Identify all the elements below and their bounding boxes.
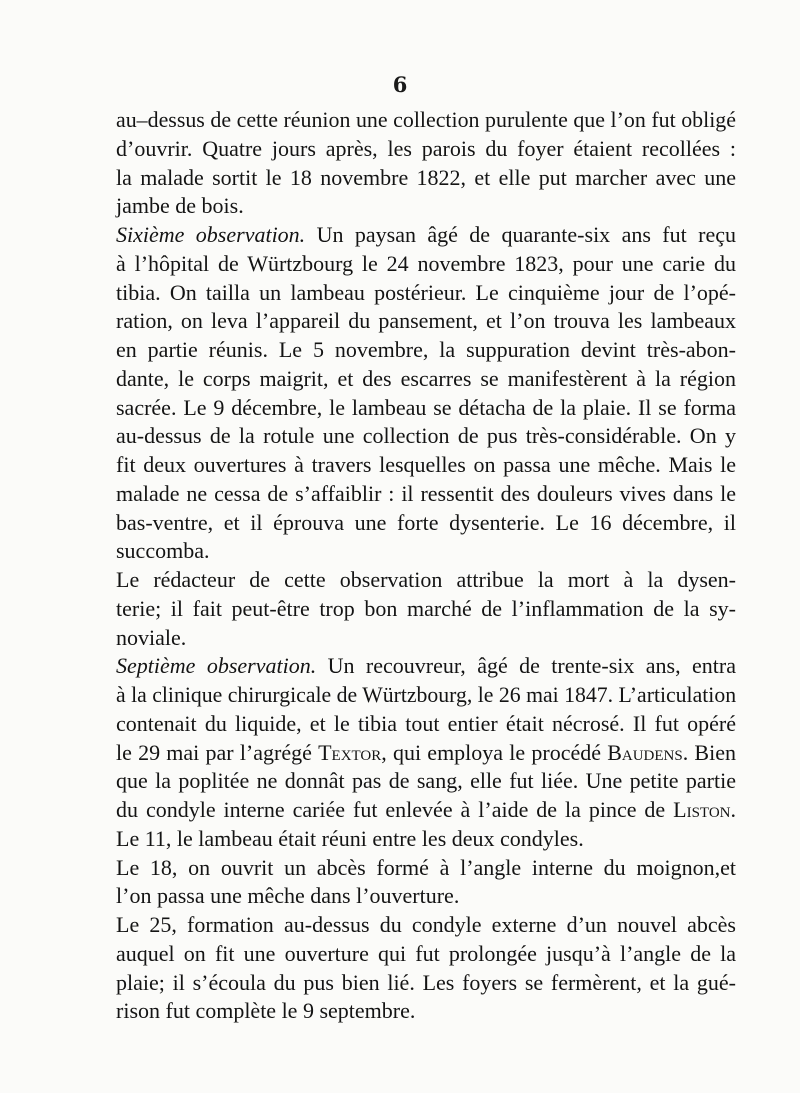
text-line [116, 652, 736, 681]
text-run: Le 11, le lambeau était réuni entre les deux condyles. [116, 825, 584, 851]
text-line [116, 221, 736, 250]
text-run: ration, on leva l’appareil du pansement, et l’on trouva les lambeaux [116, 308, 736, 334]
text-run: rison fut complète le 9 septembre. [116, 998, 416, 1024]
text-run: dante, le corps maigrit, et des escarres se manifestèrent à la région [116, 365, 736, 391]
text-line [116, 422, 736, 451]
text-line [116, 739, 736, 768]
text-line [116, 537, 736, 566]
text-run: à l’hôpital de Würtzbourg le 24 novembre 1823, pour une carie du [116, 250, 736, 276]
text-run: , qui employa le procédé [381, 739, 608, 765]
text-run: . Bien [682, 739, 736, 765]
text-run: du condyle interne cariée fut enlevée à l’aide de la pince de [116, 797, 674, 822]
page-number: 6 [392, 72, 408, 97]
text-line [116, 825, 736, 854]
text-line [116, 911, 736, 940]
text-run: Le 25, formation au-dessus du condyle externe d’un nouvel abcès [116, 912, 736, 937]
text-line [116, 307, 736, 336]
text-line [116, 595, 736, 624]
text-run: contenait du liquide, et le tibia tout entier était nécrosé. Il fut opéré [116, 710, 736, 736]
text-line [116, 480, 736, 509]
text-line [116, 365, 736, 394]
text-line [116, 279, 736, 308]
text-line [116, 624, 736, 653]
italic-heading: Sixième observation. [116, 222, 306, 247]
text-line [116, 969, 736, 998]
text-run: d’ouvrir. Quatre jours après, les parois du foyer étaient recollées : [116, 135, 736, 161]
text-run: terie; il fait peut-être trop bon marché de l’inflammation de la sy- [116, 595, 736, 621]
text-run: le 29 mai par l’agrégé [116, 739, 319, 765]
text-run: à la clinique chirurgicale de Würtzbourg, le 26 mai 1847. L’articulation [116, 683, 737, 707]
text-line [116, 940, 736, 969]
text-run: l’on passa une mêche dans l’ouverture. [116, 883, 460, 909]
text-run: Un recouvreur, âgé de trente-six ans, entra [316, 653, 736, 679]
text-line [116, 192, 736, 221]
text-run: Le 18, on ouvrit un abcès formé à l’angle interne du moignon,et [116, 854, 736, 880]
text-run: bas-ventre, et il éprouva une forte dysenterie. Le 16 décembre, il [116, 509, 736, 535]
text-line [116, 250, 736, 279]
text-line [116, 566, 736, 595]
text-line [116, 796, 736, 825]
text-run: fit deux ouvertures à travers lesquelles on passa une mêche. Mais le [116, 452, 736, 477]
text-line [116, 336, 736, 365]
italic-heading: Septième observation. [116, 653, 317, 679]
text-line [116, 710, 736, 739]
small-caps-name: Liston [673, 797, 731, 822]
text-line [116, 882, 736, 911]
text-line [116, 106, 736, 135]
body-text [116, 106, 736, 1026]
text-run: Le rédacteur de cette observation attribue la mort à la dysen- [116, 567, 736, 592]
small-caps-name: Textor [318, 739, 382, 765]
text-line [116, 135, 736, 164]
text-run: auquel on fit une ouverture qui fut prolongée jusqu’à l’angle de la [116, 940, 736, 966]
text-run: succomba. [116, 538, 210, 564]
text-line [116, 854, 736, 883]
small-caps-name: Baudens [607, 739, 683, 765]
text-run: au-dessus de la rotule une collection de pus très-considérable. On y [116, 423, 736, 449]
text-line [116, 681, 736, 710]
text-line [116, 164, 736, 193]
text-line [116, 451, 736, 480]
text-line [116, 394, 736, 423]
text-run: noviale. [116, 624, 187, 650]
text-run: tibia. On tailla un lambeau postérieur. Le cinquième jour de l’opé- [116, 279, 736, 305]
text-run: malade ne cessa de s’affaiblir : il ressentit des douleurs vives dans le [116, 480, 736, 506]
text-run: plaie; il s’écoula du pus bien lié. Les foyers se fermèrent, et la gué- [116, 969, 736, 995]
text-run: Un paysan âgé de quarante-six ans fut reçu [305, 222, 736, 247]
text-line [116, 767, 736, 796]
text-run: que la poplitée ne donnât pas de sang, elle fut liée. Une petite partie [116, 768, 736, 794]
text-line [116, 997, 736, 1026]
text-run: en partie réunis. Le 5 novembre, la suppuration devint très-abon- [116, 337, 736, 362]
text-run: jambe de bois. [116, 193, 244, 219]
text-line [116, 509, 736, 538]
text-run: sacrée. Le 9 décembre, le lambeau se détacha de la plaie. Il se forma [116, 394, 736, 420]
text-run: . [730, 797, 736, 822]
text-run: la malade sortit le 18 novembre 1822, et elle put marcher avec une [116, 164, 736, 190]
text-run: au–dessus de cette réunion une collection purulente que l’on fut obligé [116, 107, 736, 132]
